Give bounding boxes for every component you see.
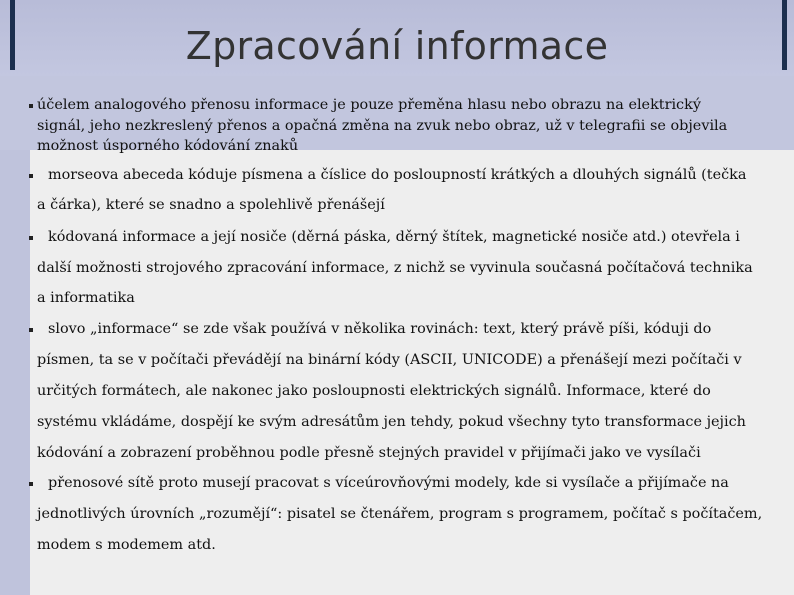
bullet-marker bbox=[29, 482, 33, 486]
bullet-2-line-2: a čárka), které se snadno a spolehlivě přenášejí bbox=[37, 197, 385, 213]
bullet-4-line-4: systému vkládáme, dospějí ke svým adresátům jen tehdy, pokud všechny tyto transformace jejich bbox=[37, 414, 746, 430]
bullet-marker bbox=[29, 104, 33, 108]
bullet-1-line-3: možnost úsporného kódování znaků bbox=[37, 138, 299, 154]
bullet-5-line-3: modem s modemem atd. bbox=[37, 537, 216, 553]
bullet-5-line-2: jednotlivých úrovních „rozumějí“: pisatel se čtenářem, program s programem, počítač s počítačem, bbox=[37, 506, 763, 522]
bullet-4-line-2: písmen, ta se v počítači převádějí na binární kódy (ASCII, UNICODE) a přenášejí mezi počítači v bbox=[37, 352, 742, 368]
bullet-4-line-3: určitých formátech, ale nakonec jako posloupnosti elektrických signálů. Informace, které do bbox=[37, 383, 711, 399]
slide-title: Zpracování informace bbox=[185, 24, 609, 68]
bullet-2-line-1: morseova abeceda kóduje písmena a číslice do posloupností krátkých a dlouhých signálů (tečka bbox=[48, 167, 747, 183]
bullet-1-line-1: účelem analogového přenosu informace je pouze přeměna hlasu nebo obrazu na elektrický bbox=[37, 97, 701, 113]
bullet-3-line-1: kódovaná informace a její nosiče (děrná páska, děrný štítek, magnetické nosiče atd.) otevřela i bbox=[48, 229, 740, 245]
bullet-marker bbox=[29, 328, 33, 332]
bullet-marker bbox=[29, 236, 33, 240]
bullet-1-line-2: signál, jeho nezkreslený přenos a opačná změna na zvuk nebo obraz, už v telegrafii se objevila bbox=[37, 118, 728, 134]
bullet-3-line-3: a informatika bbox=[37, 290, 135, 306]
bullet-marker bbox=[29, 174, 33, 178]
bullet-5-line-1: přenosové sítě proto musejí pracovat s víceúrovňovými modely, kde si vysílače a přijímače na bbox=[48, 475, 729, 491]
bullet-4-line-5: kódování a zobrazení proběhnou podle přesně stejných pravidel v přijímači jako ve vysílači bbox=[37, 445, 701, 461]
bullet-3-line-2: další možnosti strojového zpracování informace, z nichž se vyvinula současná počítačová technika bbox=[37, 260, 753, 276]
bullet-4-line-1: slovo „informace“ se zde však používá v několika rovinách: text, který právě píši, kóduji do bbox=[48, 321, 712, 337]
